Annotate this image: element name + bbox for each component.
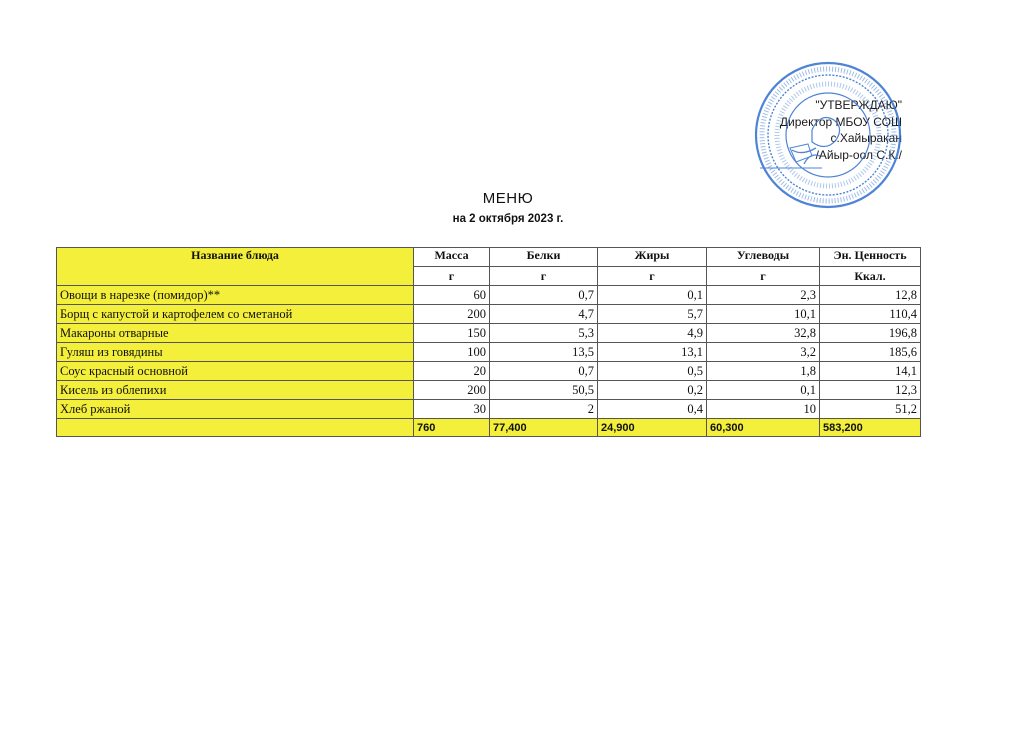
column-header-protein: Белки [490,248,598,267]
table-row [57,362,921,381]
dish-protein: 2 [490,400,598,419]
dish-protein: 50,5 [490,381,598,400]
dish-fat: 0,5 [598,362,707,381]
dish-energy: 14,1 [820,362,921,381]
dish-mass: 200 [414,305,490,324]
dish-fat: 0,2 [598,381,707,400]
document-title-block [0,190,1024,225]
column-header-carbs: Углеводы [707,248,820,267]
dish-protein: 0,7 [490,286,598,305]
dish-carbs: 1,8 [707,362,820,381]
total-label [57,419,414,437]
dish-energy: 185,6 [820,343,921,362]
dish-carbs: 32,8 [707,324,820,343]
dish-name: Овощи в нарезке (помидор)** [57,286,414,305]
table-total-row [57,419,921,437]
approval-line-1: "УТВЕРЖДАЮ" [815,98,902,112]
total-mass: 760 [414,419,490,437]
dish-carbs: 10 [707,400,820,419]
total-fat: 24,900 [598,419,707,437]
column-header-name: Название блюда [57,248,414,286]
dish-energy: 110,4 [820,305,921,324]
dish-fat: 13,1 [598,343,707,362]
table-row [57,324,921,343]
dish-carbs: 10,1 [707,305,820,324]
unit-protein: г [490,267,598,286]
unit-fat: г [598,267,707,286]
dish-energy: 51,2 [820,400,921,419]
dish-carbs: 0,1 [707,381,820,400]
dish-name: Соус красный основной [57,362,414,381]
table-header-row [57,248,921,267]
dish-carbs: 2,3 [707,286,820,305]
column-header-mass: Масса [414,248,490,267]
page-subtitle: на 2 октября 2023 г. [452,213,564,225]
dish-fat: 4,9 [598,324,707,343]
dish-energy: 12,3 [820,381,921,400]
official-stamp-seal [752,60,904,210]
dish-protein: 5,3 [490,324,598,343]
dish-protein: 4,7 [490,305,598,324]
total-carbs: 60,300 [707,419,820,437]
table-row [57,381,921,400]
dish-mass: 150 [414,324,490,343]
dish-fat: 0,4 [598,400,707,419]
total-protein: 77,400 [490,419,598,437]
dish-name: Борщ с капустой и картофелем со сметаной [57,305,414,324]
dish-mass: 200 [414,381,490,400]
dish-fat: 0,1 [598,286,707,305]
dish-mass: 20 [414,362,490,381]
table-row [57,343,921,362]
dish-carbs: 3,2 [707,343,820,362]
dish-name: Макароны отварные [57,324,414,343]
menu-table [56,247,921,437]
dish-name: Хлеб ржаной [57,400,414,419]
column-header-fat: Жиры [598,248,707,267]
dish-fat: 5,7 [598,305,707,324]
dish-energy: 12,8 [820,286,921,305]
table-row [57,400,921,419]
total-energy: 583,200 [820,419,921,437]
unit-carbs: г [707,267,820,286]
dish-mass: 30 [414,400,490,419]
dish-mass: 60 [414,286,490,305]
approval-line-4: /Айыр-оол С.К./ [815,147,902,162]
dish-protein: 0,7 [490,362,598,381]
dish-energy: 196,8 [820,324,921,343]
table-row [57,286,921,305]
column-header-energy: Эн. Ценность [820,248,921,267]
approval-line-2: Директор МБОУ СОШ [779,114,902,129]
unit-energy: Ккал. [820,267,921,286]
dish-name: Гуляш из говядины [57,343,414,362]
dish-protein: 13,5 [490,343,598,362]
dish-mass: 100 [414,343,490,362]
page-title: МЕНЮ [482,190,534,207]
approval-line-3: с.Хайыракан [830,131,902,145]
table-row [57,305,921,324]
unit-mass: г [414,267,490,286]
dish-name: Кисель из облепихи [57,381,414,400]
